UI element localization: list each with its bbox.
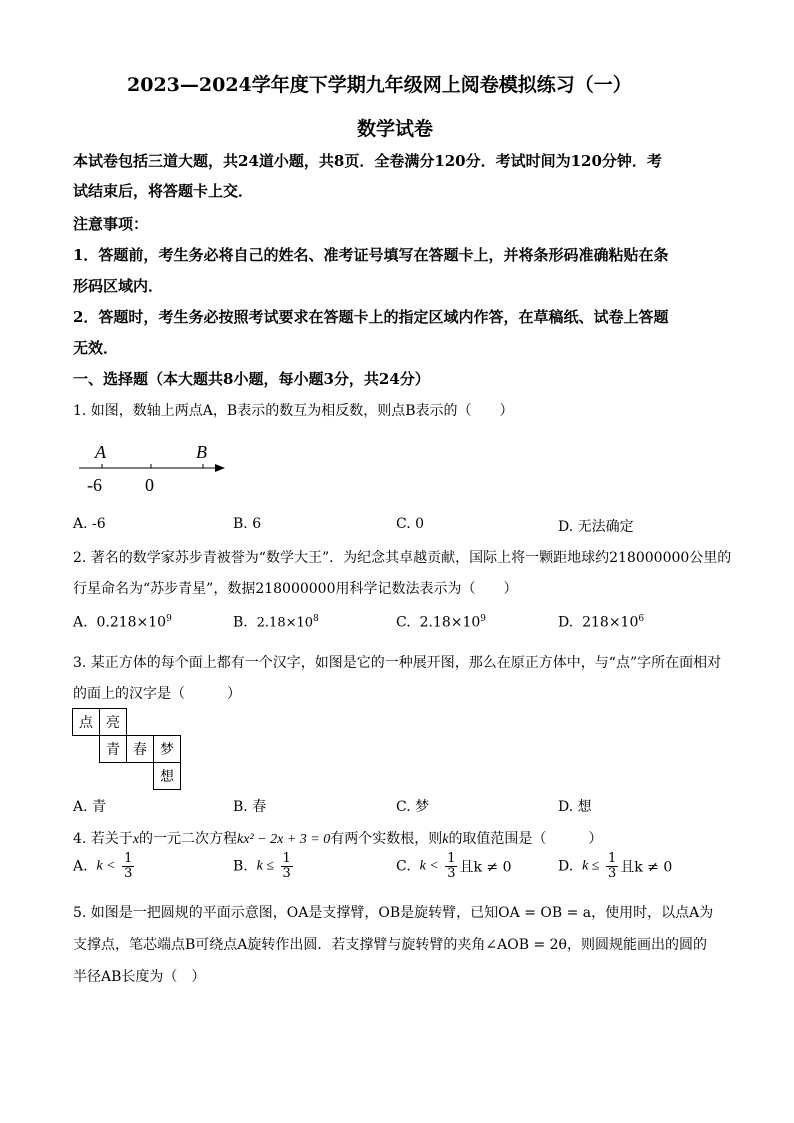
q2-option-a-base: 0.218×10 <box>96 614 167 631</box>
net-cell-xiang: 想 <box>154 763 181 790</box>
q4-var-k: k <box>442 832 449 847</box>
notice-heading: 注意事项： <box>73 215 149 233</box>
q2-option-b-base: 2.18×10 <box>256 615 314 631</box>
q1-option-c[interactable]: C. 0 <box>396 516 425 532</box>
q2-option-c[interactable] <box>396 614 486 631</box>
q3-option-a[interactable]: A. 青 <box>73 799 107 815</box>
fraction-one-third <box>445 852 457 881</box>
q2-option-d[interactable] <box>558 614 644 631</box>
exam-subtitle: 数学试卷 <box>357 118 434 140</box>
q2-option-c-base: 2.18×10 <box>419 614 481 631</box>
fraction-one-third <box>122 852 134 881</box>
note-1-line-2: 形码区域内． <box>73 277 164 295</box>
q4-option-a[interactable] <box>73 852 136 881</box>
fraction-denominator: 3 <box>607 866 617 881</box>
q2-option-c-exp: 9 <box>480 614 487 624</box>
q4-option-d-tail: 且k ≠ 0 <box>620 859 673 876</box>
point-b-label: B <box>196 442 207 462</box>
q2-option-d-label: D. <box>558 614 574 631</box>
q2-option-b-exp: 8 <box>313 614 319 624</box>
cube-net-figure <box>72 708 181 790</box>
fraction-numerator: 1 <box>282 851 291 866</box>
q1-option-a[interactable]: A. -6 <box>73 516 106 532</box>
net-empty <box>73 736 100 763</box>
q2-option-a-exp: 9 <box>166 614 172 624</box>
q1-option-d[interactable]: D. 无法确定 <box>558 519 634 535</box>
question-2-line-2: 行星命名为“苏步青星”，数据218000000用科学记数法表示为（ ） <box>73 581 518 597</box>
fraction-denominator: 3 <box>447 866 456 881</box>
number-line-arrow <box>215 464 225 472</box>
q4-option-c[interactable] <box>396 852 512 881</box>
q4-var-x: x <box>132 832 140 847</box>
net-cell-chun: 春 <box>127 736 154 763</box>
q3-option-c[interactable]: C. 梦 <box>396 799 430 815</box>
q4-option-d-rel: k ≤ <box>582 858 600 874</box>
q4-text-post: 有两个实数根，则 <box>330 831 443 847</box>
tick-label-zero: 0 <box>145 475 154 495</box>
fraction-one-third <box>281 852 293 881</box>
net-empty <box>127 763 154 790</box>
q1-option-b[interactable]: B. 6 <box>233 516 262 532</box>
q4-option-d-label: D. <box>558 858 574 875</box>
note-1-line-1: 1．答题前，考生务必将自己的姓名、准考证号填写在答题卡上，并将条形码准确粘贴在条 <box>73 246 669 264</box>
q2-option-d-base: 218×10 <box>582 614 639 631</box>
net-cell-meng: 梦 <box>154 736 181 763</box>
question-4-text <box>73 828 602 848</box>
q4-text-mid: 的一元二次方程 <box>139 831 238 847</box>
point-a-label: A <box>95 442 106 462</box>
q4-option-b[interactable] <box>233 852 295 881</box>
net-cell-qing: 青 <box>100 736 127 763</box>
section-1-heading: 一、选择题（本大题共8小题，每小题3分，共24分） <box>73 370 430 388</box>
q4-option-c-tail: 且k ≠ 0 <box>459 859 512 876</box>
q2-option-d-exp: 6 <box>638 614 645 624</box>
q3-option-b[interactable]: B. 春 <box>233 799 267 815</box>
intro-line-2: 试结束后，将答题卡上交． <box>73 182 254 200</box>
net-empty <box>154 709 181 736</box>
question-5-line-2: 支撑点，笔芯端点B可绕点A旋转作出圆．若支撑臂与旋转臂的夹角∠AOB = 2θ，则圆规能画出的圆的 <box>73 937 707 953</box>
q4-text-end: 的取值范围是（ ） <box>448 831 603 847</box>
q4-option-c-label: C. <box>396 858 411 875</box>
q4-option-b-label: B. <box>233 858 248 875</box>
q3-option-d[interactable]: D. 想 <box>558 799 592 815</box>
net-empty <box>73 763 100 790</box>
fraction-denominator: 3 <box>124 866 133 881</box>
note-2-line-1: 2．答题时，考生务必按照考试要求在答题卡上的指定区域内作答，在草稿纸、试卷上答题 <box>73 308 669 326</box>
fraction-numerator: 1 <box>447 851 456 866</box>
fraction-numerator: 1 <box>124 851 133 866</box>
question-3-line-1: 3. 某正方体的每个面上都有一个汉字，如图是它的一种展开图，那么在原正方体中，与“点”字所在面相对 <box>73 655 722 671</box>
q4-option-c-rel: k < <box>419 858 439 874</box>
note-2-line-2: 无效． <box>73 339 119 357</box>
fraction-numerator: 1 <box>607 851 617 866</box>
intro-line-1: 本试卷包括三道大题，共24道小题，共8页．全卷满分120分．考试时间为120分钟．考 <box>73 152 662 170</box>
q4-option-d[interactable] <box>558 852 672 881</box>
net-cell-liang: 亮 <box>100 709 127 736</box>
fraction-denominator: 3 <box>282 866 291 881</box>
q2-option-a-label: A. <box>73 614 88 631</box>
q2-option-a[interactable] <box>73 614 172 631</box>
q4-option-a-rel: k < <box>96 858 116 874</box>
q4-option-b-rel: k ≤ <box>256 858 275 874</box>
fraction-one-third <box>606 852 618 881</box>
q4-text-pre: 4. 若关于 <box>73 831 133 847</box>
question-5-line-3: 半径AB长度为（ ） <box>73 969 206 985</box>
q4-equation: kx² − 2x + 3 = 0 <box>237 832 331 847</box>
q2-option-c-label: C. <box>396 614 411 631</box>
question-2-line-1: 2. 著名的数学家苏步青被誉为“数学大王”．为纪念其卓越贡献，国际上将一颗距地球约218000000公里的 <box>73 550 732 566</box>
question-3-line-2: 的面上的汉字是（ ） <box>73 686 241 702</box>
question-1-text: 1. 如图，数轴上两点A，B表示的数互为相反数，则点B表示的（ ） <box>73 403 514 419</box>
net-cell-dian: 点 <box>73 709 100 736</box>
net-empty <box>127 709 154 736</box>
q2-option-b-label: B. <box>233 614 248 631</box>
exam-title: 2023—2024学年度下学期九年级网上阅卷模拟练习（一） <box>127 74 632 96</box>
q2-option-b[interactable] <box>233 614 319 631</box>
tick-label-neg6: -6 <box>87 475 102 495</box>
number-line-figure <box>75 438 245 498</box>
q4-option-a-label: A. <box>73 858 88 875</box>
question-5-line-1: 5. 如图是一把圆规的平面示意图，OA是支撑臂，OB是旋转臂，已知OA = OB = a，使用时，以点A为 <box>73 905 714 921</box>
net-empty <box>100 763 127 790</box>
